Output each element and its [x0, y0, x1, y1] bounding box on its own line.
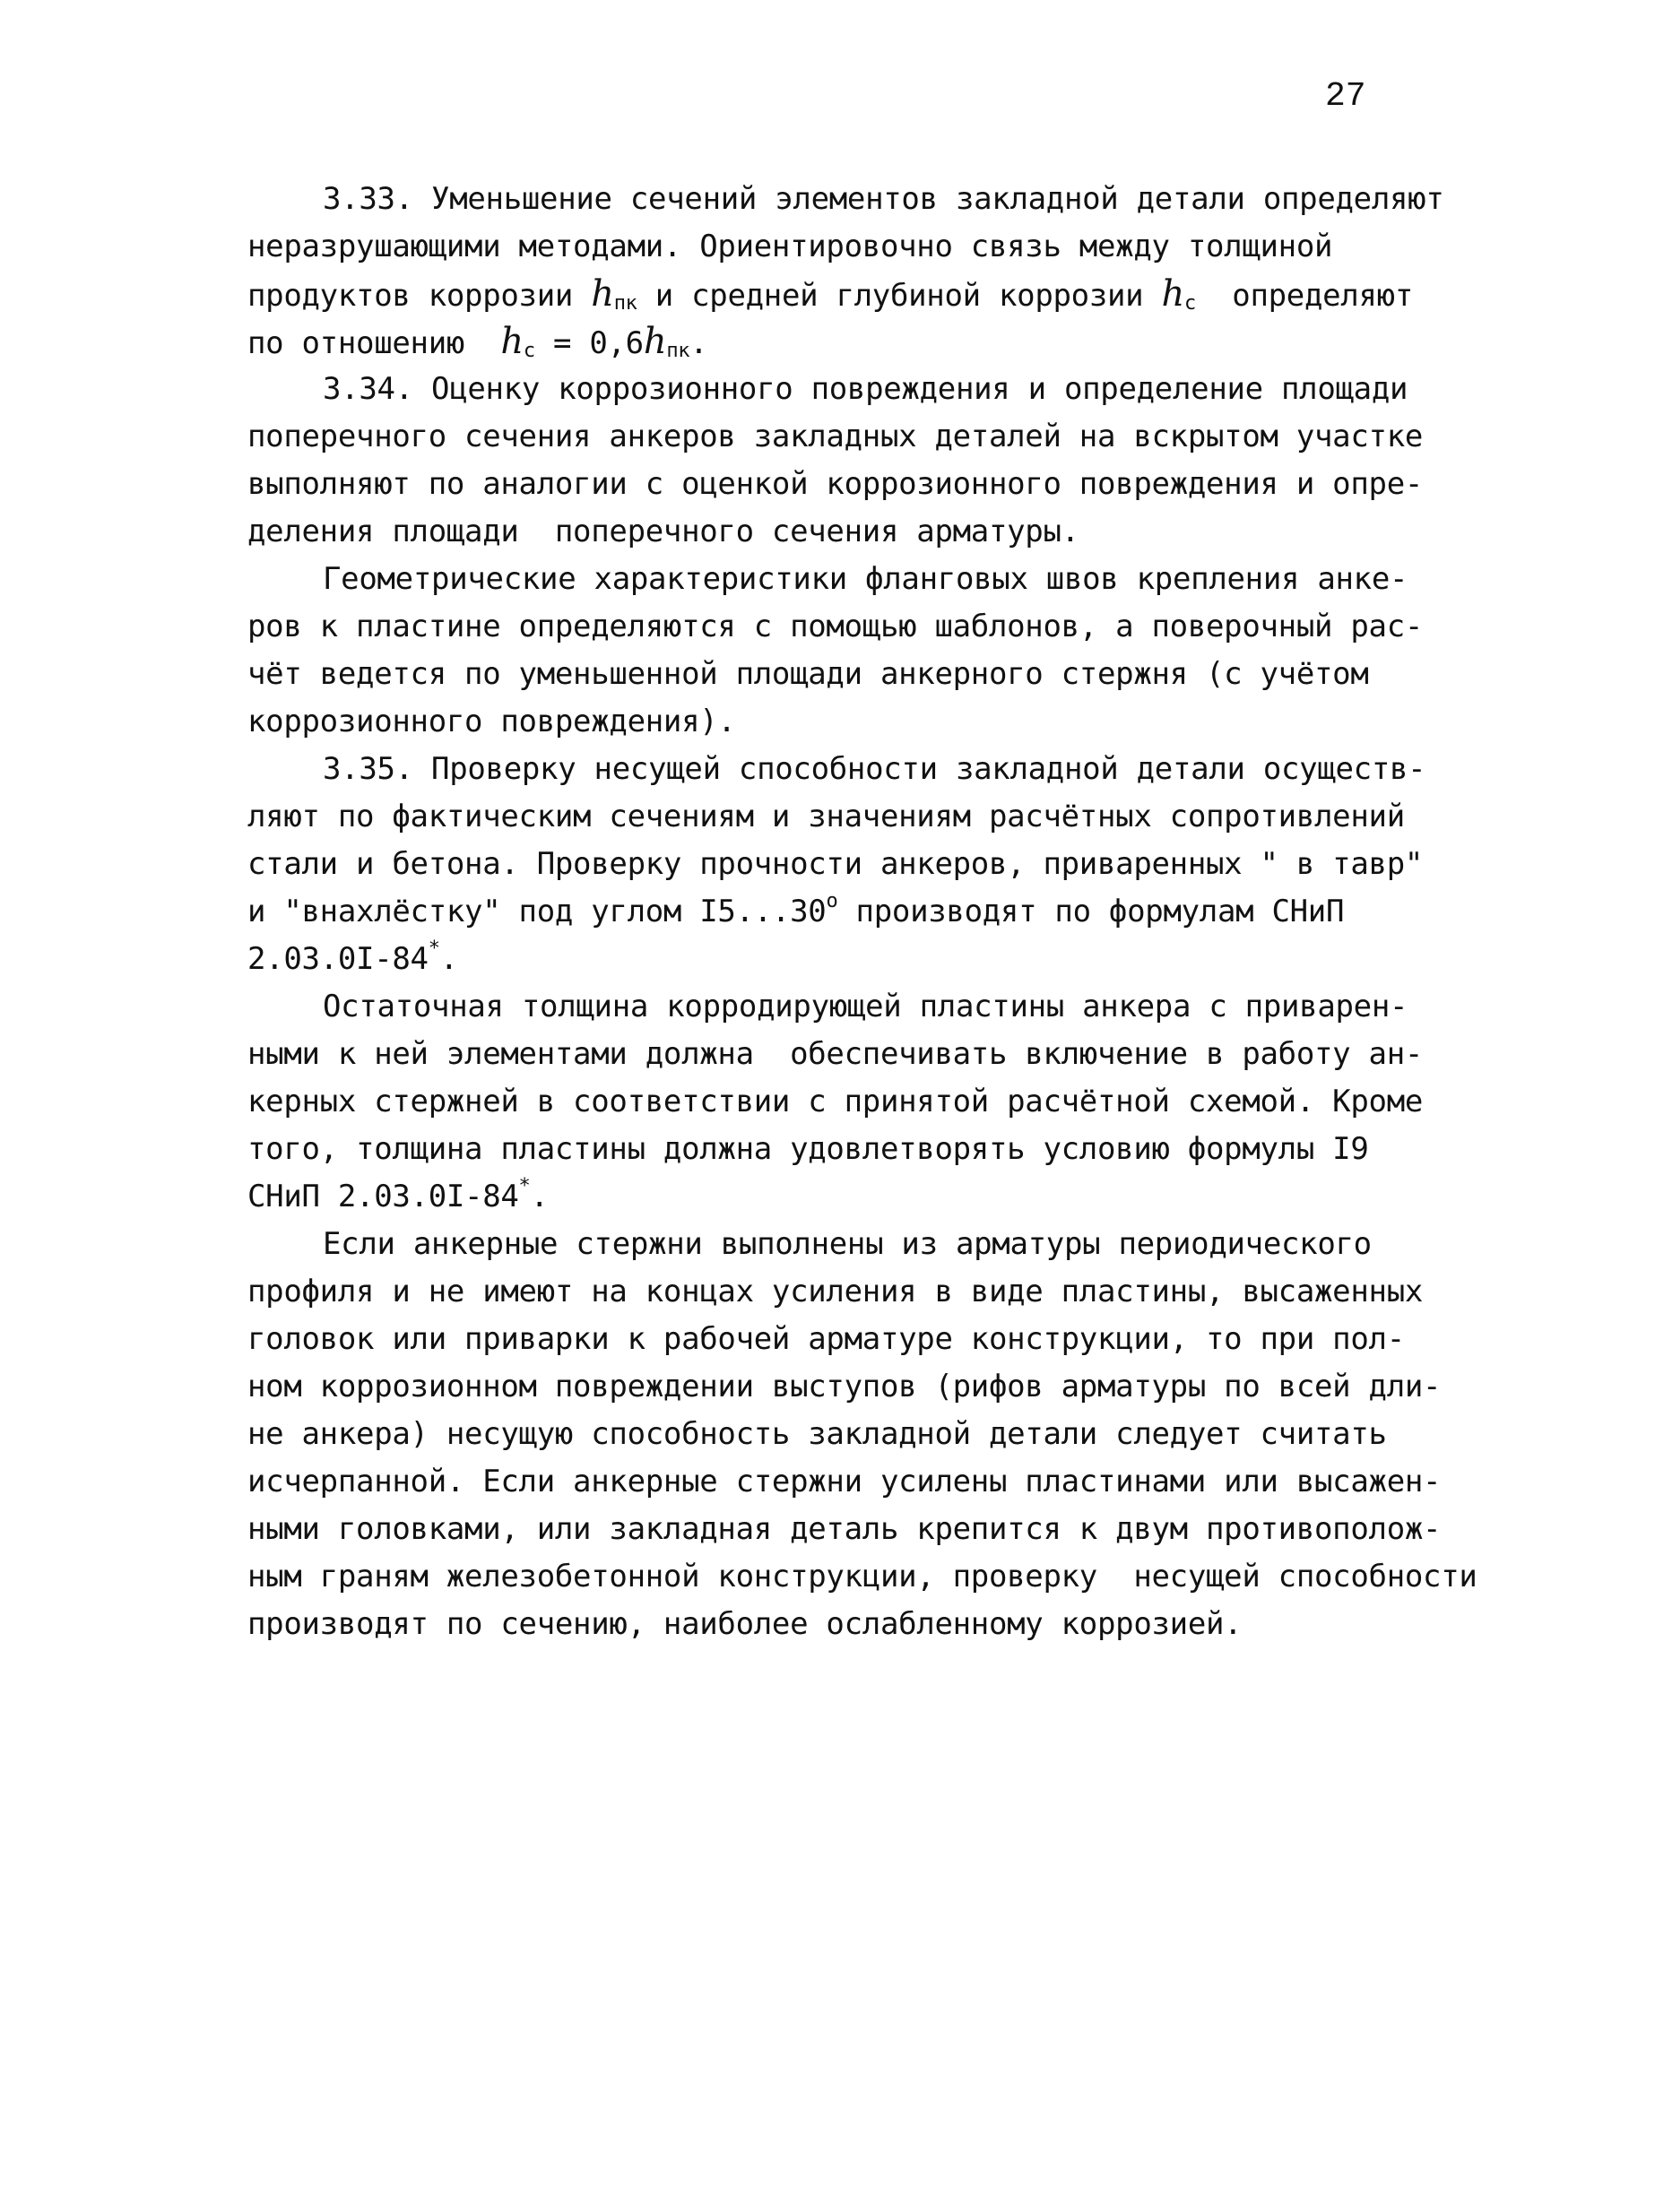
text-line: производят по сечению, наиболее ослабленному коррозией. — [247, 1606, 1243, 1642]
text-line: ным граням железобетонной конструкции, проверку несущей способности — [247, 1559, 1477, 1594]
text-line: профиля и не имеют на концах усиления в виде пластины, высаженных — [247, 1274, 1424, 1309]
text-line: деления площади поперечного сечения арматуры. — [247, 514, 1079, 549]
text-line: Геометрические характеристики фланговых швов крепления анке- — [323, 561, 1408, 597]
text-line — [247, 936, 1574, 983]
paragraph-3-34 — [247, 366, 1574, 556]
text-line: 3.35. Проверку несущей способности закладной детали осуществ- — [323, 751, 1426, 787]
paragraph-geometric-characteristics — [247, 556, 1574, 746]
symbol-subscript: c — [1184, 292, 1196, 315]
paragraph-residual-thickness — [247, 983, 1574, 1221]
degree-superscript: o — [826, 890, 838, 912]
text-line: коррозионного повреждения). — [247, 704, 736, 739]
text-line: не анкера) несущую способность закладной детали следует считать — [247, 1416, 1387, 1452]
text-line: ляют по фактическим сечениям и значениям расчётных сопротивлений — [247, 799, 1405, 834]
text-span: . — [689, 325, 708, 361]
symbol-subscript: c — [523, 340, 535, 362]
text-span: 2.03.0I-84 — [247, 941, 429, 977]
text-line: ными к ней элементами должна обеспечивать включение в работу ан- — [247, 1036, 1424, 1072]
text-line: того, толщина пластины должна удовлетворять условию формулы I9 — [247, 1131, 1369, 1167]
symbol-h: h — [500, 321, 524, 362]
text-line: исчерпанной. Если анкерные стержни усилены пластинами или высажен- — [247, 1464, 1442, 1499]
text-line: поперечного сечения анкеров закладных деталей на вскрытом участке — [247, 419, 1424, 454]
text-line: Если анкерные стержни выполнены из арматуры периодического — [323, 1226, 1372, 1262]
text-span: . — [439, 941, 458, 977]
symbol-h: h — [643, 321, 667, 362]
text-span: по отношению — [247, 325, 501, 361]
text-line: Остаточная толщина корродирующей пластины анкера с приварен- — [323, 989, 1408, 1024]
text-line: 3.34. Оценку коррозионного повреждения и определение площади — [323, 371, 1408, 407]
paragraph-3-33 — [247, 176, 1574, 366]
asterisk-superscript: * — [518, 1175, 531, 1197]
paragraph-3-35 — [247, 746, 1574, 983]
text-line: чёт ведется по уменьшенной площади анкерного стержня (с учётом — [247, 656, 1369, 692]
text-line: выполняют по аналогии с оценкой коррозионного повреждения и опре- — [247, 466, 1424, 502]
text-span: производят по формулам СНиП — [837, 894, 1345, 929]
symbol-subscript: пк — [666, 340, 690, 362]
symbol-h: h — [591, 273, 614, 315]
text-line: 3.33. Уменьшение сечений элементов закладной детали определяют — [323, 181, 1444, 217]
text-span: . — [530, 1179, 549, 1214]
text-line: керных стержней в соответствии с принятой расчётной схемой. Кроме — [247, 1084, 1424, 1119]
text-line: стали и бетона. Проверку прочности анкеров, приваренных " в тавр" — [247, 846, 1424, 882]
text-span: определяют — [1195, 278, 1413, 314]
text-line: ров к пластине определяются с помощью шаблонов, а поверочный рас- — [247, 609, 1424, 644]
text-line — [247, 888, 1574, 936]
text-line — [247, 1173, 1574, 1221]
text-span: = 0,6 — [534, 325, 644, 361]
document-body — [247, 176, 1574, 1648]
symbol-subscript: пк — [613, 292, 637, 315]
symbol-h: h — [1161, 273, 1184, 315]
page-number: 27 — [1325, 77, 1366, 116]
text-line: неразрушающими методами. Ориентировочно связь между толщиной — [247, 229, 1333, 264]
text-line: ными головками, или закладная деталь крепится к двум противополож- — [247, 1511, 1442, 1547]
text-span: продуктов коррозии — [247, 278, 592, 314]
text-line — [247, 271, 1574, 318]
text-line: головок или приварки к рабочей арматуре конструкции, то при пол- — [247, 1321, 1405, 1357]
text-span: и средней глубиной коррозии — [637, 278, 1162, 314]
text-span: СНиП 2.03.0I-84 — [247, 1179, 519, 1214]
text-line — [247, 318, 1574, 366]
asterisk-superscript: * — [428, 938, 440, 960]
text-span: и "внахлёстку" под углом I5...30 — [247, 894, 827, 929]
paragraph-anchor-rods — [247, 1221, 1574, 1648]
text-line: ном коррозионном повреждении выступов (рифов арматуры по всей дли- — [247, 1369, 1442, 1404]
